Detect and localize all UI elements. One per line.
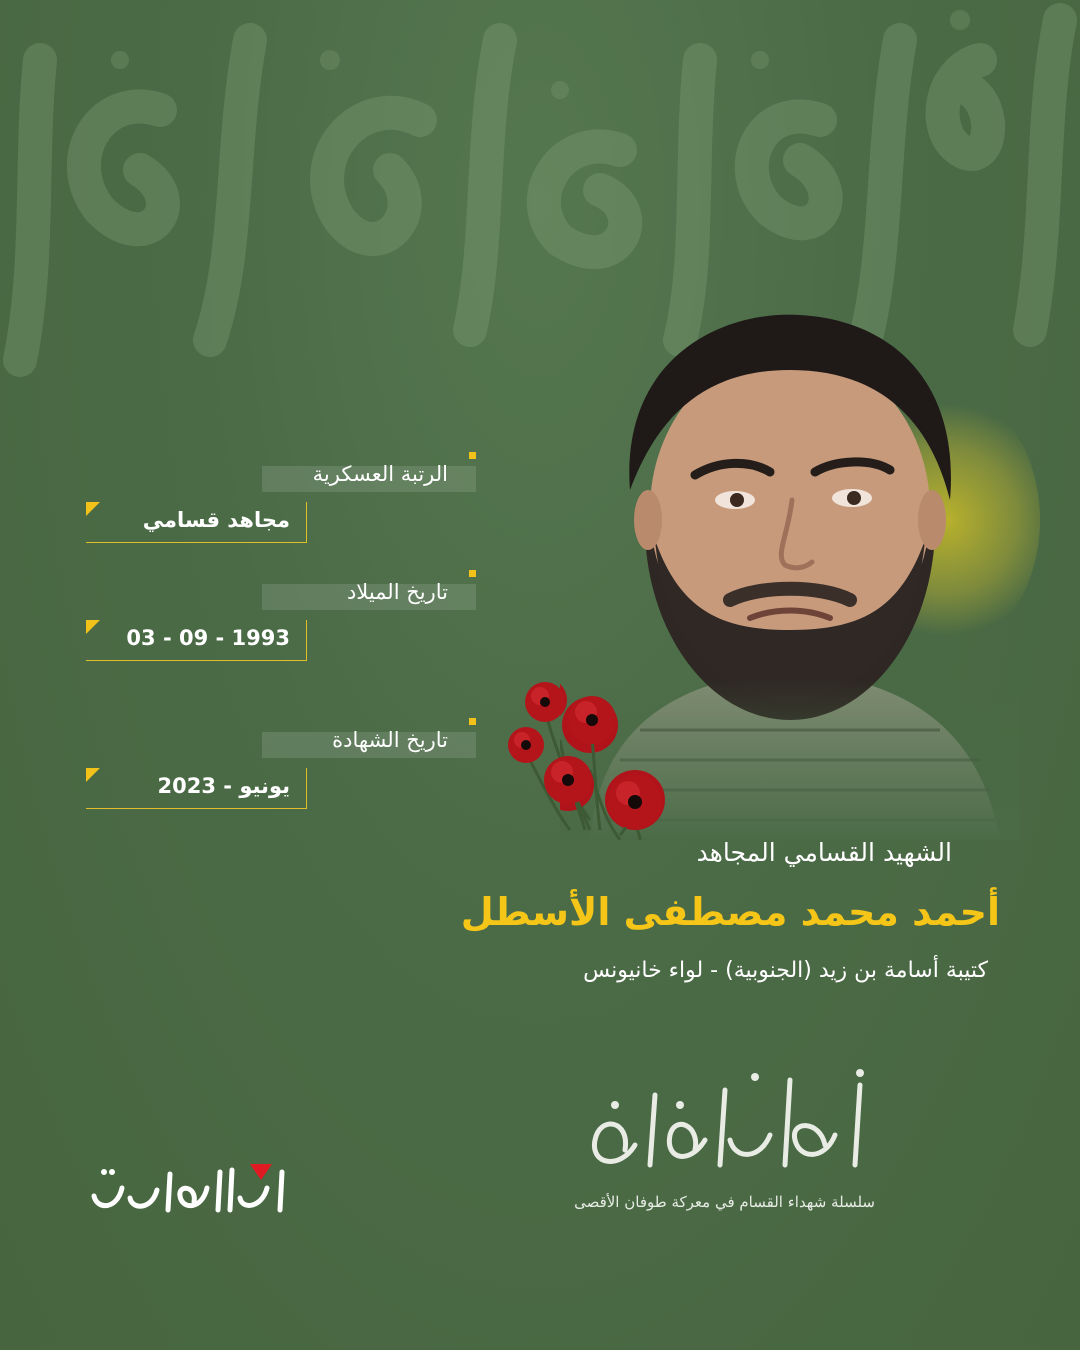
martyr-title: الشهيد القسامي المجاهد (696, 838, 952, 867)
info-military-rank (86, 462, 476, 596)
corner-triangle (86, 620, 100, 634)
corner-triangle (86, 768, 100, 782)
military-media-logo (82, 1158, 292, 1218)
martyr-name: أحمد محمد مصطفى الأسطل (460, 890, 1000, 934)
value-box (86, 620, 307, 661)
corner-triangle (86, 502, 100, 516)
info-martyrdom-date (86, 728, 476, 862)
poppy-flowers (500, 680, 690, 840)
info-value: مجاهد قسامي (142, 508, 290, 532)
series-subtitle: سلسلة شهداء القسام في معركة طوفان الأقصى (574, 1193, 875, 1211)
bullet-dot (469, 570, 476, 577)
info-value: يونيو - 2023 (157, 774, 290, 798)
bullet-dot (469, 718, 476, 725)
info-label: الرتبة العسكرية (312, 462, 448, 486)
value-box (86, 768, 307, 809)
value-box (86, 502, 307, 543)
info-label: تاريخ الميلاد (346, 580, 448, 604)
info-birth-date (86, 580, 476, 714)
info-label: تاريخ الشهادة (332, 728, 448, 752)
series-title-calligraphy (575, 1065, 875, 1175)
bullet-dot (469, 452, 476, 459)
info-value: 03 - 09 - 1993 (126, 626, 290, 650)
martyr-unit: كتيبة أسامة بن زيد (الجنوبية) - لواء خانيونس (583, 958, 988, 983)
